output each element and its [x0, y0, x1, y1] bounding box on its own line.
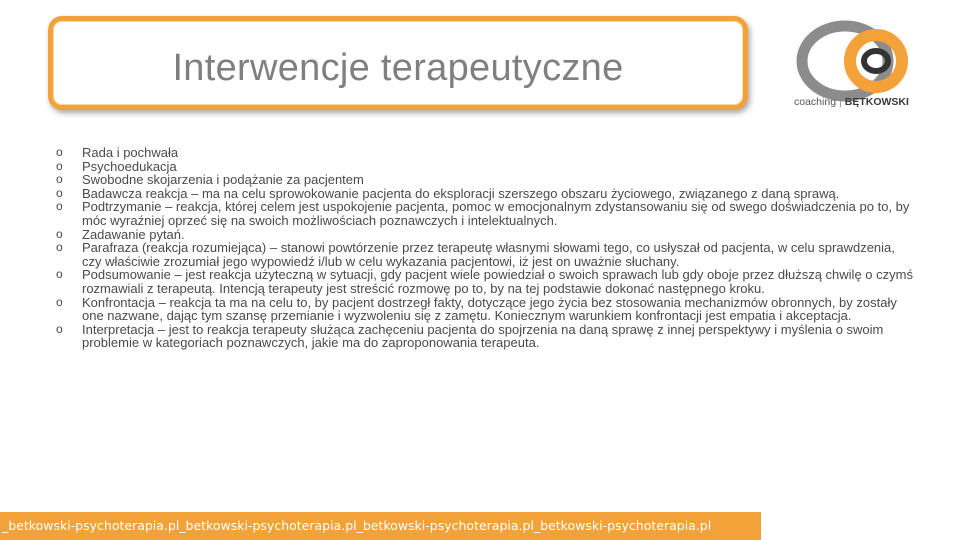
list-item-text: Konfrontacja – reakcja ta ma na celu to, by pacjent dostrzegł fakty, dotyczące jego życia bez stosowania mechanizmów obronnych, by zostały one nazwane, dając tym szansę przemianie i wyzwoleniu się z zamętu. Koniecznym warunkiem konfrontacji jest empatia i akceptacja. [82, 294, 897, 324]
bullet-marker: o [56, 267, 63, 282]
list-item [56, 187, 916, 201]
logo-caption-brand: BĘTKOWSKI [844, 96, 909, 108]
bullet-list [56, 146, 916, 350]
bullet-marker: o [56, 158, 63, 173]
list-item-text: Badawcza reakcja – ma na celu sprowokowanie pacjenta do eksploracji szerszego obszaru życiowego, związanego z daną sprawą. [82, 185, 840, 201]
list-item-text: Zadawanie pytań. [82, 226, 185, 242]
list-item [56, 228, 916, 242]
list-item [56, 323, 916, 350]
logo-caption [794, 96, 944, 108]
bullet-marker: o [56, 226, 63, 241]
bullet-marker: o [56, 321, 63, 336]
list-item-text: Psychoedukacja [82, 158, 177, 174]
list-item-text: Podtrzymanie – reakcja, której celem jest uspokojenie pacjenta, pomoc w emocjonalnym zdystansowaniu się od swego doświadczenia po to, by móc wyraźniej oprzeć się na swoich możliwościach poznawczych i intelektualnych. [82, 199, 910, 228]
list-item-text: Swobodne skojarzenia i podążanie za pacjentem [82, 172, 364, 188]
list-item [56, 173, 916, 187]
bullet-marker: o [56, 185, 63, 200]
bullet-marker: o [56, 199, 63, 214]
logo-caption-left: coaching [794, 96, 837, 108]
list-item [56, 146, 916, 160]
bullet-marker: o [56, 172, 63, 187]
list-item [56, 296, 916, 323]
footer-banner: _betkowski-psychoterapia.pl_betkowski-psychoterapia.pl_betkowski-psychoterapia.pl_betkowski-psychoterapia.pl [0, 512, 761, 540]
title-box [48, 16, 748, 110]
list-item-text: Rada i pochwała [82, 145, 179, 160]
bullet-marker: o [56, 145, 63, 159]
bullet-marker: o [56, 240, 63, 255]
list-item [56, 241, 916, 268]
bullet-marker: o [56, 294, 63, 309]
list-item-text: Parafraza (reakcja rozumiejąca) – stanowi powtórzenie przez terapeutę własnymi słowami tego, co usłyszał od pacjenta, w celu sprawdzenia, czy właściwie zrozumiał jego wypowiedź i/lub w celu wykazania pacjentowi, iż jest on uważnie słuchany. [82, 240, 895, 269]
slide-title: Interwencje terapeutyczne [172, 47, 624, 89]
list-item [56, 268, 916, 295]
list-item [56, 160, 916, 174]
logo-caption-separator: | [839, 96, 842, 108]
list-item-text: Podsumowanie – jest reakcja użyteczną w sytuacji, gdy pacjent wiele powiedział o swoich sprawach lub gdy oboje przez dłuższą chwilę o czymś rozmawiali z terapeutą. Intencją terapeuty jest streścić rozmowę po to, by na tej podstawie dokonać następnego kroku. [82, 267, 913, 296]
list-item-text: Interpretacja – jest to reakcja terapeuty służąca zachęceniu pacjenta do spojrzenia na daną sprawę z innej perspektywy i myślenia o swoim problemie w kategoriach poznawczych, jakie ma do zaproponowania terapeuta. [82, 321, 884, 351]
list-item [56, 200, 916, 227]
